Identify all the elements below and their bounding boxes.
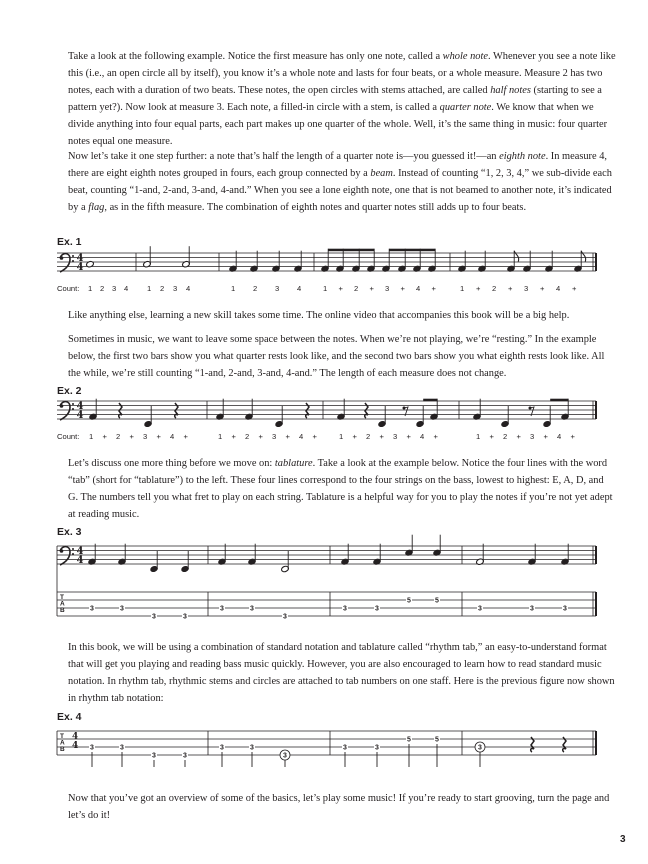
tab-fret-number: 3	[563, 605, 567, 613]
eighth-flag	[514, 251, 518, 262]
count-beat: 4	[557, 432, 562, 441]
count-beat: 1	[339, 432, 344, 441]
paragraph-rhythm-tab	[68, 640, 616, 708]
tab-fret-number: 3	[343, 605, 347, 613]
example-1-notation	[0, 250, 648, 310]
svg-text:4: 4	[76, 401, 84, 412]
count-beat: 1	[323, 284, 328, 293]
tab-fret-number: 3	[120, 605, 124, 613]
count-beat: 4	[124, 284, 129, 293]
text-run: Now let’s take it one step further: a note that’s half the length of a quarter note is—you guessed it!—an	[68, 151, 500, 162]
text-run: (starting to see a pattern yet?). Now look at measure 3. Each note, a filled-in circle with a stem, is called a	[68, 84, 602, 113]
italic-term: eighth note	[499, 151, 546, 162]
count-beat: 4	[170, 432, 175, 441]
svg-text:4: 4	[76, 410, 84, 421]
text-run: Take a look at the following example. Notice the first measure has only one note, called a	[68, 51, 443, 62]
tab-fret-number: 3	[152, 613, 156, 621]
text-run: . Instead of counting “1, 2, 3, 4,” we sub-divide each beat, counting “1-and, 2-and, 3-and, 4-and.” When you see a lone eighth note, one that is not beamed to another note, it’s indicated by a	[68, 167, 612, 213]
count-beat: 3	[173, 284, 178, 293]
svg-text:4: 4	[76, 262, 84, 273]
count-beat: 1	[147, 284, 152, 293]
italic-term: flag	[88, 201, 105, 213]
text-run: Sometimes in music, we want to leave some space between the notes. When we’re not playing, we’re “resting.” In the example below, the first two bars show you what quarter rests look like, and the second two bars show you what eighth rests look like. All the while, we’re still counting “1-and, 2-and, 3-and, 4-and.” The length of each measure does not change.	[68, 334, 605, 379]
count-beat: 3	[393, 432, 398, 441]
tab-letter: T	[60, 733, 64, 740]
tab-fret-number: 3	[283, 613, 287, 621]
count-beat: 2	[160, 284, 165, 293]
paragraph-tablature	[68, 456, 616, 524]
tab-fret-number: 3	[530, 605, 534, 613]
svg-text:4: 4	[76, 253, 84, 264]
text-run: . Whenever you see a note like this (i.e., an open circle all by itself), you know it’s a whole note and lasts for four beats, or a whole measure. Measure 2 has two notes, each with a duration of two beats. These notes, the open circles with stems attached, are called	[68, 51, 616, 96]
tab-fret-number: 3	[283, 752, 287, 760]
tab-fret-number: 5	[435, 597, 439, 605]
count-label: Count:	[57, 284, 80, 293]
count-beat: 1	[218, 432, 223, 441]
count-beat: 2	[100, 284, 105, 293]
count-beat: +	[570, 432, 575, 441]
count-beat: +	[352, 432, 357, 441]
count-beat: 2	[492, 284, 497, 293]
count-beat: 2	[366, 432, 371, 441]
count-beat: +	[369, 284, 374, 293]
count-beat: 1	[88, 284, 93, 293]
count-beat: 4	[416, 284, 421, 293]
tab-fret-number: 3	[478, 605, 482, 613]
count-beat: 2	[253, 284, 258, 293]
bass-clef-icon	[60, 547, 74, 565]
tab-fret-number: 3	[250, 744, 254, 752]
count-beat: +	[312, 432, 317, 441]
italic-term: quarter note	[439, 101, 492, 113]
example-3-notation	[0, 540, 648, 640]
beam	[389, 249, 435, 252]
count-beat: 3	[143, 432, 148, 441]
italic-term: whole note	[442, 51, 488, 62]
count-beat: 3	[275, 284, 280, 293]
tab-letter: A	[60, 739, 65, 747]
example-4-rhythm-tab	[0, 725, 648, 785]
count-beat: 3	[112, 284, 117, 293]
count-beat: 3	[385, 284, 390, 293]
count-beat: +	[183, 432, 188, 441]
text-run: . In measure 4, there are eight eighth notes grouped in fours, each group connected by a	[68, 151, 608, 179]
text-run: . We know that when we divide anything into four equal parts, each part makes up one quarter of the whole. Well, it’s the same thing in music: four quarter notes equal one measure.	[68, 101, 608, 147]
time-signature-bottom: 4	[72, 741, 79, 751]
paragraph-closing	[68, 791, 616, 825]
paragraph-learning	[68, 308, 616, 325]
example-2-label: Ex. 2	[57, 385, 82, 397]
count-beat: 3	[524, 284, 529, 293]
text-run: Let’s discuss one more thing before we move on:	[68, 458, 275, 469]
count-beat: 2	[354, 284, 359, 293]
count-beat: 2	[503, 432, 508, 441]
count-beat: +	[433, 432, 438, 441]
count-beat: 4	[297, 284, 302, 293]
beam	[328, 249, 374, 252]
tab-fret-number: 3	[375, 744, 379, 752]
beam	[423, 399, 437, 402]
svg-text:4: 4	[76, 546, 84, 557]
tab-letter: B	[60, 607, 65, 614]
count-beat: +	[338, 284, 343, 293]
example-2-notation	[0, 398, 648, 458]
example-3-label: Ex. 3	[57, 526, 82, 538]
svg-text:4: 4	[76, 555, 84, 566]
count-beat: +	[285, 432, 290, 441]
count-beat: 3	[530, 432, 535, 441]
count-beat: +	[572, 284, 577, 293]
count-beat: +	[508, 284, 513, 293]
count-beat: +	[476, 284, 481, 293]
tab-fret-number: 3	[220, 605, 224, 613]
count-beat: +	[102, 432, 107, 441]
count-beat: 1	[460, 284, 465, 293]
tab-fret-number: 3	[90, 744, 94, 752]
tab-fret-number: 5	[407, 597, 411, 605]
bass-clef-icon	[60, 254, 74, 272]
tab-fret-number: 3	[220, 744, 224, 752]
time-signature	[77, 401, 84, 421]
count-beat: +	[516, 432, 521, 441]
count-beat: 2	[245, 432, 250, 441]
count-beat: 4	[299, 432, 304, 441]
text-run: , as in the fifth measure. The combination of eighth notes and quarter notes still adds up to four beats.	[104, 201, 527, 213]
count-beat: +	[540, 284, 545, 293]
count-label: Count:	[57, 432, 80, 441]
paragraph-whole-half-quarter	[68, 49, 616, 150]
tab-fret-number: 3	[90, 605, 94, 613]
italic-term: beam	[370, 167, 393, 179]
tab-fret-number: 3	[120, 744, 124, 752]
count-beat: +	[156, 432, 161, 441]
tab-letter: T	[60, 594, 64, 601]
tab-letter: B	[60, 746, 65, 753]
time-signature	[77, 546, 84, 566]
count-beat: 2	[116, 432, 121, 441]
count-beat: +	[406, 432, 411, 441]
text-run: Now that you’ve got an overview of some of the basics, let’s play some music! If you’re ready to start grooving, turn the page and let’s do it!	[68, 793, 610, 821]
example-1-label: Ex. 1	[57, 236, 82, 248]
tab-fret-number: 5	[407, 736, 411, 744]
text-run: In this book, we will be using a combination of standard notation and tablature called “rhythm tab,” an easy-to-understand format that will get you playing and reading bass music quickly. However, you are also encouraged to learn how to read standard music notation. In rhythm tab, rhythmic stems and circles are attached to tab numbers on one staff. Here is the previous figure now shown in rhythm tab notation:	[68, 642, 615, 704]
count-beat: +	[489, 432, 494, 441]
italic-term: tablature	[274, 458, 313, 469]
eighth-flag	[581, 251, 585, 262]
count-beat: +	[431, 284, 436, 293]
count-beat: +	[543, 432, 548, 441]
beam	[550, 399, 568, 402]
tab-fret-number: 3	[183, 613, 187, 621]
count-beat: 3	[272, 432, 277, 441]
tab-letter: A	[60, 600, 65, 608]
tab-fret-number: 5	[435, 736, 439, 744]
tab-fret-number: 3	[478, 744, 482, 752]
text-run: . Take a look at the example below. Notice the four lines with the word “tab” (short for “tablature”) to the left. These four lines correspond to the four strings on the bass, lowest to highest: E, A, D, and G. The numbers tell you what fret to play on each string. Tablature is a helpful way for you to play the notes if you’re not yet adept at reading music.	[68, 458, 613, 520]
count-beat: +	[379, 432, 384, 441]
tab-fret-number: 3	[152, 752, 156, 760]
count-beat: 4	[556, 284, 561, 293]
count-beat: 1	[476, 432, 481, 441]
paragraph-eighth-notes	[68, 149, 616, 217]
count-beat: +	[258, 432, 263, 441]
page-number: 3	[620, 834, 626, 845]
text-run: Like anything else, learning a new skill takes some time. The online video that accompanies this book will be a big help.	[68, 310, 570, 321]
count-beat: 4	[186, 284, 191, 293]
example-4-label: Ex. 4	[57, 711, 82, 723]
count-beat: 1	[231, 284, 236, 293]
count-beat: +	[231, 432, 236, 441]
tab-fret-number: 3	[250, 605, 254, 613]
count-beat: +	[400, 284, 405, 293]
count-beat: 4	[420, 432, 425, 441]
time-signature-top: 4	[72, 732, 79, 742]
tab-fret-number: 3	[375, 605, 379, 613]
time-signature	[77, 253, 84, 273]
tab-fret-number: 3	[183, 752, 187, 760]
bass-clef-icon	[60, 402, 74, 420]
paragraph-rests	[68, 332, 616, 383]
count-beat: 1	[89, 432, 94, 441]
count-beat: +	[129, 432, 134, 441]
italic-term: half notes	[490, 84, 531, 96]
tab-fret-number: 3	[343, 744, 347, 752]
